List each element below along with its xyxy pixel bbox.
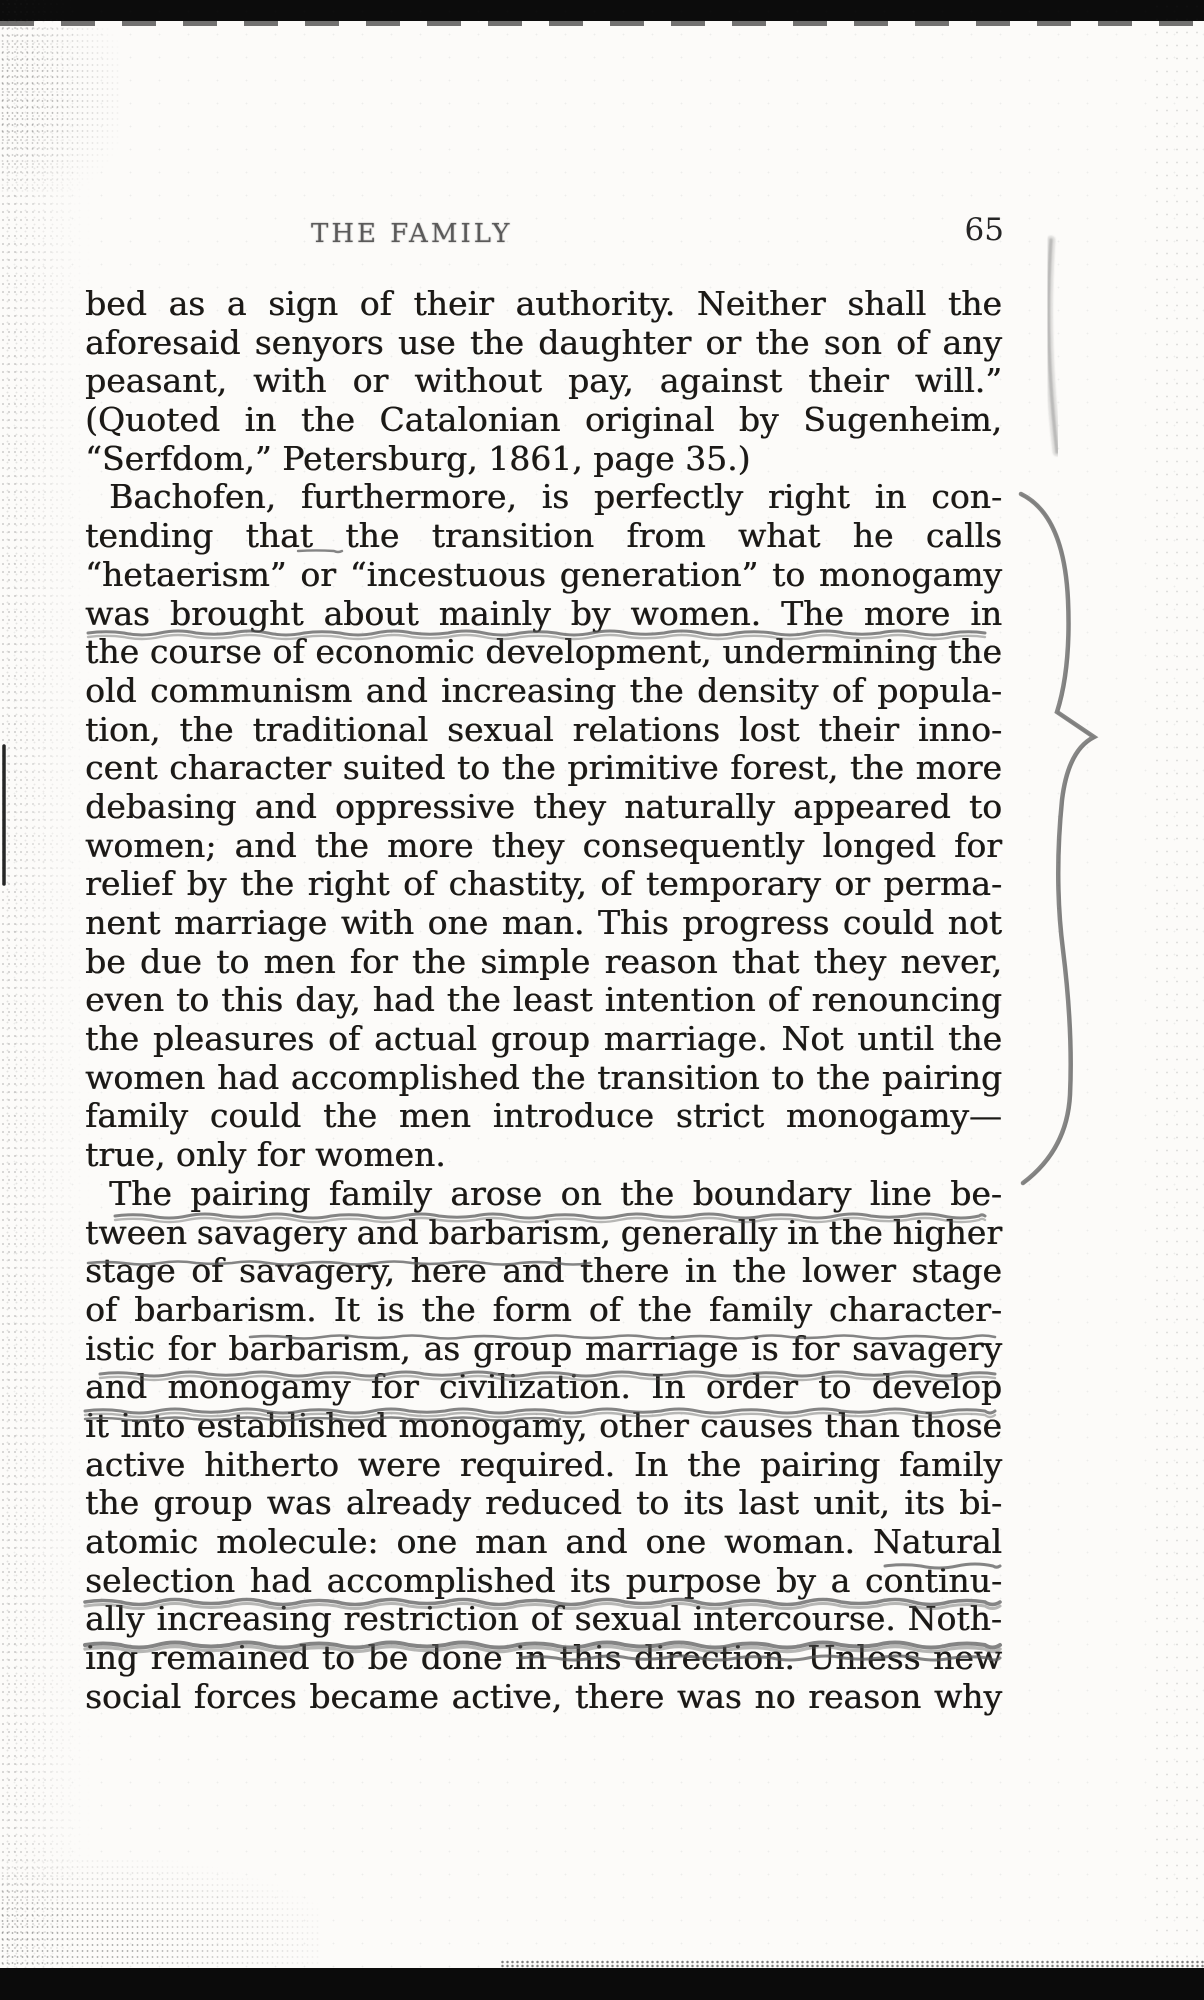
text-line: women had accomplished the transition to the pairing xyxy=(85,1057,1002,1097)
text-line: cent character suited to the primitive forest, the more xyxy=(85,748,1002,788)
scan-noise-top-left xyxy=(0,26,120,196)
text-line: atomic molecule: one man and one woman. Natural xyxy=(85,1522,1002,1561)
page-number: 65 xyxy=(964,212,1004,248)
text-line: the course of economic development, undermining the xyxy=(85,632,1002,672)
text-line: family could the men introduce strict monogamy— xyxy=(85,1096,1002,1136)
text-line: debasing and oppressive they naturally appeared to xyxy=(85,786,1002,826)
text-line: “hetaerism” or “incestuous generation” to monogamy xyxy=(85,554,1002,594)
text-line: relief by the right of chastity, of temporary or perma- xyxy=(85,864,1002,904)
text-line: aforesaid senyors use the daughter or the son of any xyxy=(85,322,1002,362)
text-line: stage of savagery, here and there in the lower stage xyxy=(85,1251,1002,1291)
text-block xyxy=(85,285,1002,1716)
text-line: peasant, with or without pay, against their will.” xyxy=(85,361,1002,401)
text-line: nent marriage with one man. This progress could not xyxy=(85,903,1002,942)
running-head-title: THE FAMILY xyxy=(311,219,513,249)
scan-edge-noise-right xyxy=(1152,0,1204,2000)
text-line: “Serfdom,” Petersburg, 1861, page 35.) xyxy=(85,438,751,478)
text-line: The pairing family arose on the boundary line be- xyxy=(109,1173,1002,1213)
text-line: istic for barbarism, as group marriage is for savagery xyxy=(85,1328,1002,1368)
text-line: true, only for women. xyxy=(85,1135,446,1175)
scan-edge-noise-left xyxy=(0,0,78,2000)
text-line: active hitherto were required. In the pairing family xyxy=(85,1444,1002,1484)
scan-artifact-top-bar xyxy=(0,0,1204,21)
scan-noise-bottom-left xyxy=(0,1858,320,1970)
text-line: (Quoted in the Catalonian original by Sugenheim, xyxy=(85,400,1002,440)
text-line: the pleasures of actual group marriage. Not until the xyxy=(85,1019,1002,1059)
text-line: ally increasing restriction of sexual intercourse. Noth- xyxy=(85,1599,1002,1639)
text-line: tion, the traditional sexual relations lost their inno- xyxy=(85,709,1002,749)
pencil-margin-smudge xyxy=(1049,240,1057,452)
text-line: Bachofen, furthermore, is perfectly right in con- xyxy=(109,477,1002,517)
scan-artifact-bottom-bar xyxy=(0,1968,1204,2000)
text-line: tending that the transition from what he calls xyxy=(85,516,1002,556)
text-line: it into established monogamy, other causes than those xyxy=(85,1405,1002,1445)
text-line: tween savagery and barbarism, generally in the higher xyxy=(85,1212,1002,1252)
pencil-margin-brace xyxy=(1021,494,1095,1183)
text-line: even to this day, had the least intention of renouncing xyxy=(85,980,1002,1020)
text-line: old communism and increasing the density of popula- xyxy=(85,670,1002,710)
text-line: ing remained to be done in this direction. Unless new xyxy=(85,1638,1002,1678)
text-line: of barbarism. It is the form of the family character- xyxy=(85,1289,1002,1329)
text-line: women; and the more they consequently longed for xyxy=(85,825,1002,865)
text-line: social forces became active, there was no reason why xyxy=(85,1676,1002,1716)
text-line: be due to men for the simple reason that they never, xyxy=(85,941,1002,981)
text-line: selection had accomplished its purpose by a continu- xyxy=(85,1560,1002,1600)
text-line: was brought about mainly by women. The more in xyxy=(85,593,1002,633)
text-line: the group was already reduced to its last unit, its bi- xyxy=(85,1483,1002,1523)
text-line: and monogamy for civilization. In order to develop xyxy=(85,1367,1002,1407)
text-line: bed as a sign of their authority. Neither shall the xyxy=(85,284,1002,323)
